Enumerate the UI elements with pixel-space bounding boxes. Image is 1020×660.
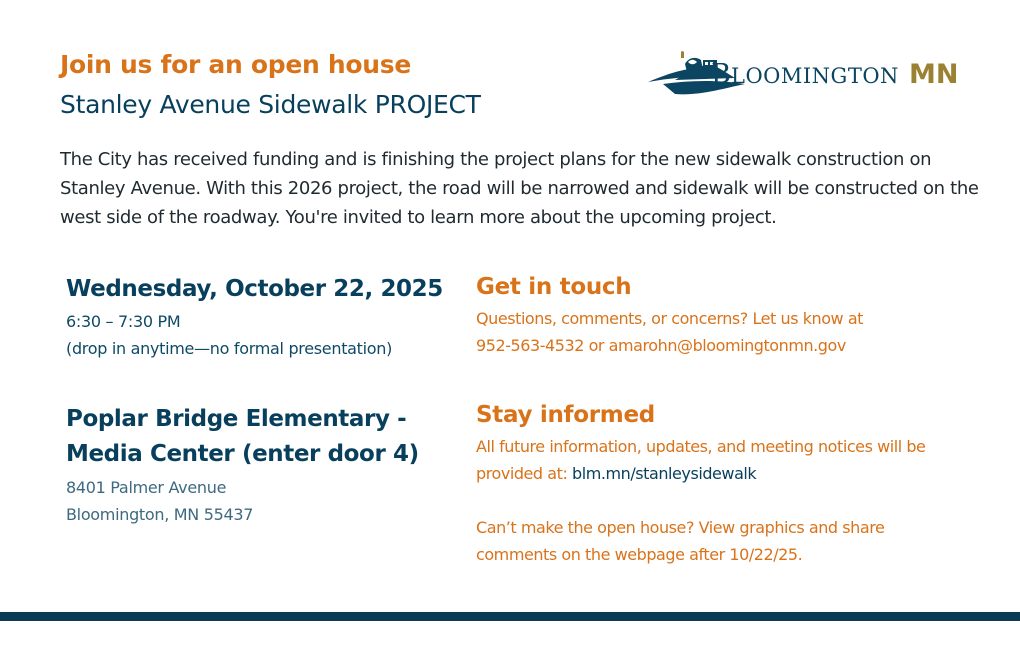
- intro-paragraph: The City has received funding and is finishing the project plans for the new sidewalk construction on Stanley Avenue. With this 2026 project, the road will be narrowed and sidewalk will be constructed on the west side of the roadway. You're invited to learn more about the upcoming project.: [60, 149, 979, 228]
- project-webpage-link[interactable]: blm.mn/stanleysidewalk: [572, 464, 757, 483]
- event-details: [66, 272, 456, 528]
- location-name-line2: Media Center (enter door 4): [66, 441, 419, 467]
- contact-line1: Questions, comments, or concerns? Let us know at: [476, 309, 864, 328]
- contact-section: [476, 270, 996, 568]
- get-in-touch-heading: Get in touch: [476, 274, 632, 300]
- svg-text:MN: MN: [909, 59, 959, 90]
- logo-text: B: [711, 59, 731, 90]
- location-name: [66, 402, 456, 472]
- cant-make-line1: Can’t make the open house? View graphics and share: [476, 518, 885, 537]
- event-time: 6:30 – 7:30 PM: [66, 312, 181, 331]
- address-line1: 8401 Palmer Avenue: [66, 478, 227, 497]
- bloomington-city-icon: [645, 50, 965, 100]
- open-house-heading: Join us for an open house: [60, 50, 412, 79]
- cant-make-line2: comments on the webpage after 10/22/25.: [476, 545, 803, 564]
- stay-informed-heading: Stay informed: [476, 402, 655, 428]
- event-date: Wednesday, October 22, 2025: [66, 276, 443, 302]
- event-note: (drop in anytime—no formal presentation): [66, 339, 393, 358]
- contact-line2[interactable]: 952-563-4532 or amarohn@bloomingtonmn.gov: [476, 336, 846, 355]
- footer-bar: [0, 612, 1020, 621]
- svg-text:LOOMINGTON: LOOMINGTON: [731, 64, 899, 88]
- bloomington-logo: [645, 50, 965, 100]
- informed-line2-prefix: provided at:: [476, 464, 573, 483]
- address-line2: Bloomington, MN 55437: [66, 505, 254, 524]
- informed-line2: [476, 460, 996, 487]
- location-name-line1: Poplar Bridge Elementary -: [66, 406, 407, 432]
- informed-line1: All future information, updates, and meeting notices will be: [476, 437, 926, 456]
- project-title: Stanley Avenue Sidewalk PROJECT: [60, 90, 481, 119]
